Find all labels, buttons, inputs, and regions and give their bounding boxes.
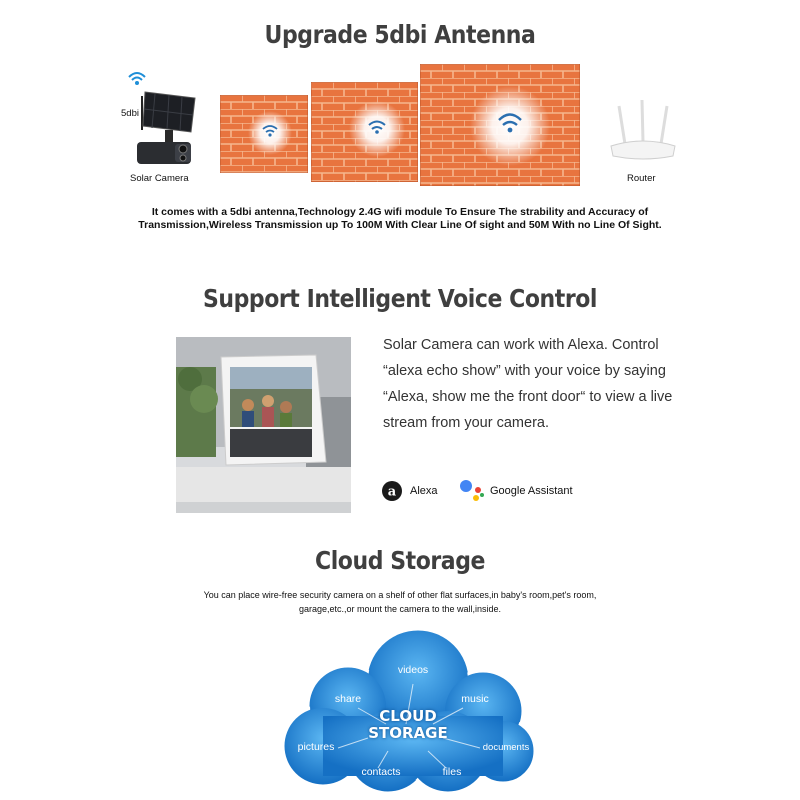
cloud-word-share: share [334,693,362,705]
google-assistant-label: Google Assistant [490,485,573,497]
svg-text:a: a [387,484,397,500]
solar-camera-image [125,88,205,173]
cloud-word-documents: documents [482,742,530,753]
router-label: Router [627,173,656,184]
cloud-word-videos: videos [397,664,429,676]
cloud-word-pictures: pictures [297,741,335,753]
cloud-description-line-2: garage,etc.,or mount the camera to the wall,inside. [298,604,502,614]
brick-wall-1 [220,95,308,173]
antenna-description: It comes with a 5dbi antenna,Technology 2.4G wifi module To Ensure The strability and Accuracy of Transmission,Wireless Transmission up To 100M With Clear Line Of sight and 50M With no Line Of Sight. [138,206,662,231]
cloud-word-contacts: contacts [361,766,401,778]
cloud-center-title [358,708,458,742]
cloud-word-music: music [461,693,489,705]
brick-wall-3 [420,64,580,186]
voice-title: Support Intelligent Voice Control [202,284,598,313]
antenna-label: 5dbi [121,108,139,119]
brick-wall-2 [311,82,418,182]
router-image [605,100,680,165]
solar-camera-label: Solar Camera [130,173,189,184]
cloud-description [150,588,650,616]
voice-description: Solar Camera can work with Alexa. Control “alexa echo show” with your voice by saying “Alexa, show me the front door“ to view a live stream from your camera. [383,337,673,431]
cloud-center-line-2: STORAGE [368,724,448,742]
wifi-signal-icon [127,70,147,86]
cloud-center-line-1: CLOUD [379,707,437,725]
cloud-word-files: files [442,766,462,778]
echo-show-photo [176,337,351,513]
cloud-description-line-1: You can place wire-free security camera on a shelf of other flat surfaces,in baby's room,pet's room, [203,590,597,600]
alexa-label: Alexa [410,485,438,497]
antenna-title: Upgrade 5dbi Antenna [264,20,536,49]
alexa-icon [381,480,403,502]
cloud-title: Cloud Storage [314,546,485,575]
google-assistant-icon [458,478,486,502]
